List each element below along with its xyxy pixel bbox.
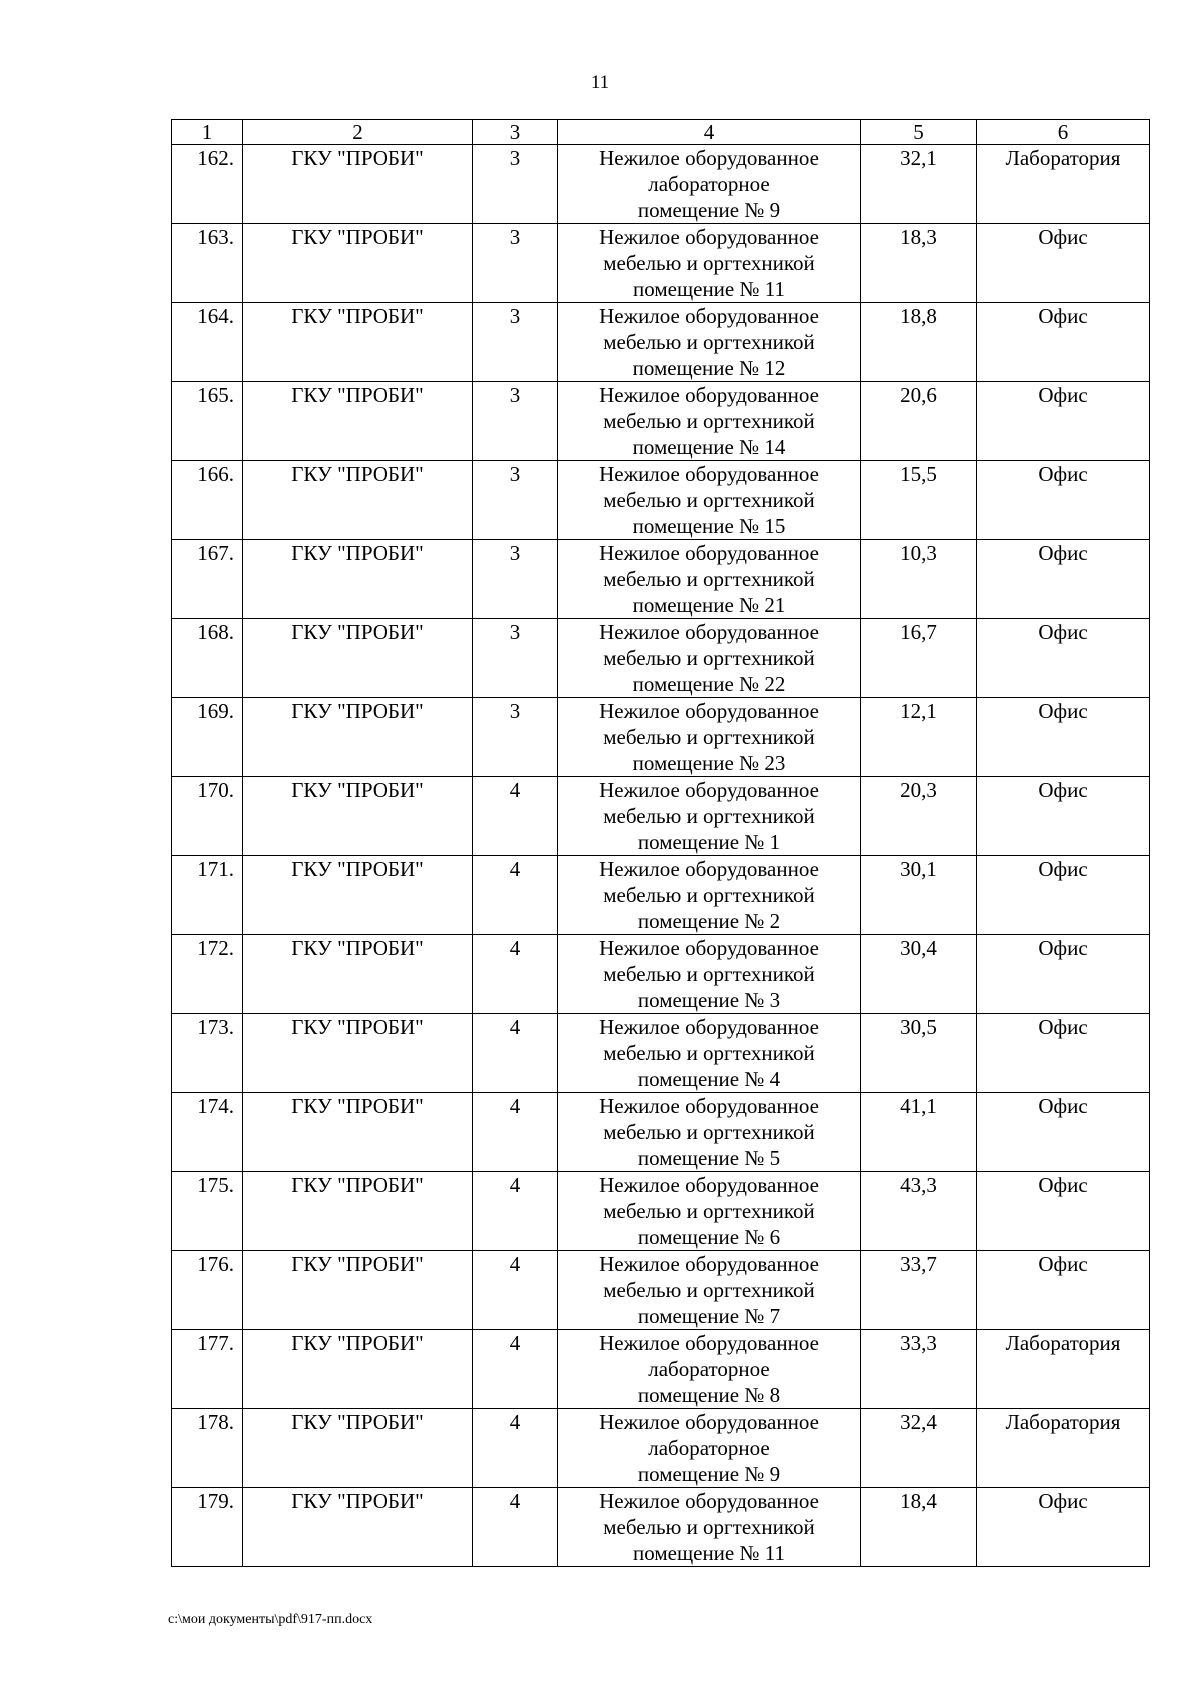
purpose-cell: Лаборатория xyxy=(977,1409,1150,1488)
floor-cell: 3 xyxy=(473,698,558,777)
description-cell xyxy=(558,619,861,698)
purpose-cell: Офис xyxy=(977,540,1150,619)
description-line: Нежилое оборудованное xyxy=(599,304,819,328)
description-line: Нежилое оборудованное xyxy=(599,778,819,802)
description-line: помещение № 9 xyxy=(637,198,781,222)
organization-cell: ГКУ "ПРОБИ" xyxy=(243,1488,473,1567)
organization-cell: ГКУ "ПРОБИ" xyxy=(243,856,473,935)
organization-cell: ГКУ "ПРОБИ" xyxy=(243,935,473,1014)
row-number-cell: 176. xyxy=(172,1251,243,1330)
description-line: Нежилое оборудованное xyxy=(599,1252,819,1276)
area-cell: 18,4 xyxy=(861,1488,977,1567)
organization-cell: ГКУ "ПРОБИ" xyxy=(243,1014,473,1093)
description-cell xyxy=(558,935,861,1014)
table-row xyxy=(172,698,1150,777)
description-line: мебелью и оргтехникой xyxy=(603,725,815,749)
purpose-cell: Офис xyxy=(977,1251,1150,1330)
organization-cell: ГКУ "ПРОБИ" xyxy=(243,303,473,382)
description-line: помещение № 1 xyxy=(637,830,781,854)
description-cell xyxy=(558,1093,861,1172)
description-line: Нежилое оборудованное xyxy=(599,699,819,723)
description-line: мебелью и оргтехникой xyxy=(603,1278,815,1302)
description-line: Нежилое оборудованное xyxy=(599,1094,819,1118)
floor-cell: 4 xyxy=(473,1409,558,1488)
row-number-cell: 166. xyxy=(172,461,243,540)
area-cell: 30,1 xyxy=(861,856,977,935)
table-row xyxy=(172,1330,1150,1409)
description-cell xyxy=(558,1409,861,1488)
row-number-cell: 171. xyxy=(172,856,243,935)
description-line: Нежилое оборудованное xyxy=(599,541,819,565)
area-cell: 41,1 xyxy=(861,1093,977,1172)
description-line: мебелью и оргтехникой xyxy=(603,883,815,907)
table-row xyxy=(172,1172,1150,1251)
table-row xyxy=(172,777,1150,856)
organization-cell: ГКУ "ПРОБИ" xyxy=(243,145,473,224)
description-line: Нежилое оборудованное xyxy=(599,936,819,960)
description-cell xyxy=(558,1330,861,1409)
row-number-cell: 175. xyxy=(172,1172,243,1251)
table-row xyxy=(172,1409,1150,1488)
table-row xyxy=(172,619,1150,698)
description-cell xyxy=(558,1251,861,1330)
description-line: лабораторное xyxy=(648,172,770,196)
table-row xyxy=(172,382,1150,461)
purpose-cell: Офис xyxy=(977,461,1150,540)
description-line: мебелью и оргтехникой xyxy=(603,1120,815,1144)
floor-cell: 4 xyxy=(473,1014,558,1093)
description-line: Нежилое оборудованное xyxy=(599,225,819,249)
row-number-cell: 179. xyxy=(172,1488,243,1567)
description-line: мебелью и оргтехникой xyxy=(603,1199,815,1223)
floor-cell: 3 xyxy=(473,619,558,698)
area-cell: 30,4 xyxy=(861,935,977,1014)
area-cell: 32,1 xyxy=(861,145,977,224)
purpose-cell: Офис xyxy=(977,1172,1150,1251)
description-cell xyxy=(558,382,861,461)
floor-cell: 4 xyxy=(473,1488,558,1567)
description-cell xyxy=(558,1172,861,1251)
table-row xyxy=(172,540,1150,619)
header-cell-5: 5 xyxy=(861,120,977,145)
header-cell-2: 2 xyxy=(243,120,473,145)
floor-cell: 3 xyxy=(473,540,558,619)
description-line: помещение № 23 xyxy=(632,751,786,775)
organization-cell: ГКУ "ПРОБИ" xyxy=(243,777,473,856)
floor-cell: 4 xyxy=(473,1330,558,1409)
area-cell: 43,3 xyxy=(861,1172,977,1251)
organization-cell: ГКУ "ПРОБИ" xyxy=(243,382,473,461)
row-number-cell: 164. xyxy=(172,303,243,382)
description-line: мебелью и оргтехникой xyxy=(603,804,815,828)
footer-file-path: c:\мои документы\pdf\917-пп.docx xyxy=(168,1612,373,1627)
purpose-cell: Офис xyxy=(977,303,1150,382)
area-cell: 20,6 xyxy=(861,382,977,461)
floor-cell: 4 xyxy=(473,1093,558,1172)
description-line: Нежилое оборудованное xyxy=(599,383,819,407)
purpose-cell: Лаборатория xyxy=(977,1330,1150,1409)
row-number-cell: 168. xyxy=(172,619,243,698)
description-line: помещение № 14 xyxy=(632,435,786,459)
floor-cell: 3 xyxy=(473,303,558,382)
table-row xyxy=(172,856,1150,935)
description-line: помещение № 8 xyxy=(637,1383,781,1407)
table-header-row xyxy=(172,120,1150,145)
table-row xyxy=(172,1093,1150,1172)
row-number-cell: 165. xyxy=(172,382,243,461)
description-line: Нежилое оборудованное xyxy=(599,1331,819,1355)
description-line: помещение № 7 xyxy=(637,1304,781,1328)
premises-table xyxy=(171,119,1150,1567)
row-number-cell: 173. xyxy=(172,1014,243,1093)
description-line: помещение № 6 xyxy=(637,1225,781,1249)
page-number: 11 xyxy=(590,72,610,93)
purpose-cell: Офис xyxy=(977,1488,1150,1567)
description-line: лабораторное xyxy=(648,1357,770,1381)
description-line: помещение № 11 xyxy=(633,277,785,301)
table-row xyxy=(172,224,1150,303)
description-line: мебелью и оргтехникой xyxy=(603,488,815,512)
description-cell xyxy=(558,1014,861,1093)
description-line: Нежилое оборудованное xyxy=(599,857,819,881)
floor-cell: 4 xyxy=(473,856,558,935)
description-cell xyxy=(558,777,861,856)
floor-cell: 4 xyxy=(473,935,558,1014)
area-cell: 12,1 xyxy=(861,698,977,777)
row-number-cell: 174. xyxy=(172,1093,243,1172)
description-line: мебелью и оргтехникой xyxy=(603,409,815,433)
description-line: мебелью и оргтехникой xyxy=(603,567,815,591)
description-line: мебелью и оргтехникой xyxy=(603,1041,815,1065)
organization-cell: ГКУ "ПРОБИ" xyxy=(243,1251,473,1330)
table-row xyxy=(172,1014,1150,1093)
row-number-cell: 170. xyxy=(172,777,243,856)
description-line: мебелью и оргтехникой xyxy=(603,330,815,354)
description-line: мебелью и оргтехникой xyxy=(603,251,815,275)
description-cell xyxy=(558,1488,861,1567)
organization-cell: ГКУ "ПРОБИ" xyxy=(243,698,473,777)
row-number-cell: 163. xyxy=(172,224,243,303)
floor-cell: 4 xyxy=(473,1172,558,1251)
purpose-cell: Офис xyxy=(977,777,1150,856)
area-cell: 16,7 xyxy=(861,619,977,698)
description-line: помещение № 11 xyxy=(633,1541,785,1565)
table-row xyxy=(172,461,1150,540)
row-number-cell: 167. xyxy=(172,540,243,619)
purpose-cell: Офис xyxy=(977,382,1150,461)
area-cell: 20,3 xyxy=(861,777,977,856)
description-line: помещение № 3 xyxy=(637,988,781,1012)
table-row xyxy=(172,1251,1150,1330)
purpose-cell: Офис xyxy=(977,619,1150,698)
area-cell: 18,8 xyxy=(861,303,977,382)
description-line: Нежилое оборудованное xyxy=(599,620,819,644)
area-cell: 33,7 xyxy=(861,1251,977,1330)
description-line: мебелью и оргтехникой xyxy=(603,962,815,986)
organization-cell: ГКУ "ПРОБИ" xyxy=(243,619,473,698)
description-cell xyxy=(558,461,861,540)
description-line: помещение № 12 xyxy=(632,356,786,380)
floor-cell: 3 xyxy=(473,224,558,303)
purpose-cell: Офис xyxy=(977,1093,1150,1172)
organization-cell: ГКУ "ПРОБИ" xyxy=(243,1409,473,1488)
table-row xyxy=(172,145,1150,224)
description-cell xyxy=(558,224,861,303)
floor-cell: 4 xyxy=(473,777,558,856)
table-row xyxy=(172,935,1150,1014)
description-line: помещение № 5 xyxy=(637,1146,781,1170)
description-line: помещение № 4 xyxy=(637,1067,781,1091)
description-cell xyxy=(558,145,861,224)
description-line: помещение № 2 xyxy=(637,909,781,933)
description-line: мебелью и оргтехникой xyxy=(603,1515,815,1539)
organization-cell: ГКУ "ПРОБИ" xyxy=(243,1093,473,1172)
header-cell-4: 4 xyxy=(558,120,861,145)
description-line: помещение № 22 xyxy=(632,672,786,696)
purpose-cell: Лаборатория xyxy=(977,145,1150,224)
floor-cell: 3 xyxy=(473,145,558,224)
row-number-cell: 178. xyxy=(172,1409,243,1488)
purpose-cell: Офис xyxy=(977,1014,1150,1093)
table-row xyxy=(172,1488,1150,1567)
description-line: помещение № 21 xyxy=(632,593,786,617)
floor-cell: 4 xyxy=(473,1251,558,1330)
header-cell-3: 3 xyxy=(473,120,558,145)
area-cell: 15,5 xyxy=(861,461,977,540)
header-cell-1: 1 xyxy=(172,120,243,145)
description-line: Нежилое оборудованное xyxy=(599,146,819,170)
purpose-cell: Офис xyxy=(977,224,1150,303)
description-cell xyxy=(558,303,861,382)
organization-cell: ГКУ "ПРОБИ" xyxy=(243,461,473,540)
table-row xyxy=(172,303,1150,382)
row-number-cell: 172. xyxy=(172,935,243,1014)
description-cell xyxy=(558,698,861,777)
description-line: Нежилое оборудованное xyxy=(599,1489,819,1513)
description-line: мебелью и оргтехникой xyxy=(603,646,815,670)
floor-cell: 3 xyxy=(473,382,558,461)
organization-cell: ГКУ "ПРОБИ" xyxy=(243,540,473,619)
row-number-cell: 177. xyxy=(172,1330,243,1409)
organization-cell: ГКУ "ПРОБИ" xyxy=(243,224,473,303)
area-cell: 30,5 xyxy=(861,1014,977,1093)
description-cell xyxy=(558,856,861,935)
description-line: Нежилое оборудованное xyxy=(599,1173,819,1197)
area-cell: 10,3 xyxy=(861,540,977,619)
area-cell: 32,4 xyxy=(861,1409,977,1488)
purpose-cell: Офис xyxy=(977,935,1150,1014)
description-line: Нежилое оборудованное xyxy=(599,1410,819,1434)
description-line: лабораторное xyxy=(648,1436,770,1460)
floor-cell: 3 xyxy=(473,461,558,540)
description-line: Нежилое оборудованное xyxy=(599,1015,819,1039)
purpose-cell: Офис xyxy=(977,856,1150,935)
description-cell xyxy=(558,540,861,619)
area-cell: 33,3 xyxy=(861,1330,977,1409)
description-line: помещение № 15 xyxy=(632,514,786,538)
description-line: Нежилое оборудованное xyxy=(599,462,819,486)
organization-cell: ГКУ "ПРОБИ" xyxy=(243,1330,473,1409)
organization-cell: ГКУ "ПРОБИ" xyxy=(243,1172,473,1251)
purpose-cell: Офис xyxy=(977,698,1150,777)
row-number-cell: 169. xyxy=(172,698,243,777)
description-line: помещение № 9 xyxy=(637,1462,781,1486)
header-cell-6: 6 xyxy=(977,120,1150,145)
row-number-cell: 162. xyxy=(172,145,243,224)
area-cell: 18,3 xyxy=(861,224,977,303)
